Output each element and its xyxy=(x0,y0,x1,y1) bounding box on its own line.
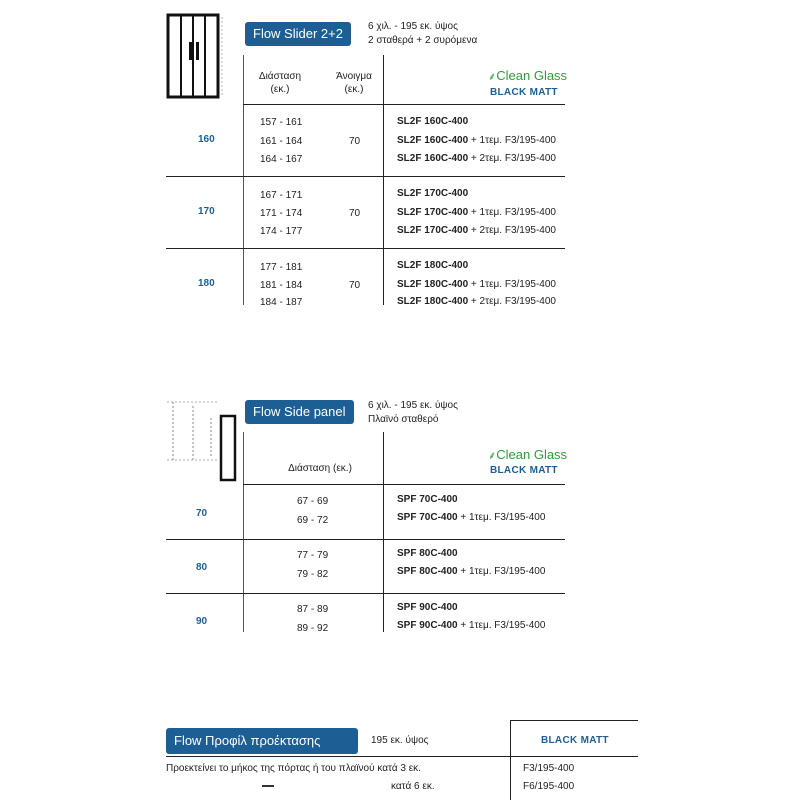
product-code: SL2F 170C-400 + 2τεμ. F3/195-400 xyxy=(397,225,556,236)
dimension-range: 167 - 171 xyxy=(260,190,303,201)
section-title-flow-side-panel: Flow Side panel xyxy=(245,400,354,424)
section-desc-panels: 2 σταθερά + 2 συρόμενα xyxy=(368,35,478,46)
product-code: SL2F 160C-400 + 2τεμ. F3/195-400 xyxy=(397,153,556,164)
dimension-range: 181 - 184 xyxy=(260,280,303,291)
row-label: 170 xyxy=(198,206,215,217)
opening-value: 70 xyxy=(349,136,361,147)
dimension-range: 164 - 167 xyxy=(260,154,303,165)
product-code: SL2F 160C-400 xyxy=(397,116,469,127)
dimension-range: 79 - 82 xyxy=(297,569,329,580)
leaf-icon: ⸙ xyxy=(488,71,497,83)
row-label: 90 xyxy=(196,616,208,627)
dimension-range: 184 - 187 xyxy=(260,297,303,308)
product-code: SL2F 180C-400 xyxy=(397,260,469,271)
divider xyxy=(383,55,384,305)
clean-glass-text: Clean Glass xyxy=(496,68,568,83)
row-label: 160 xyxy=(198,134,215,145)
slider-door-illustration xyxy=(165,12,225,102)
product-code: SL2F 180C-400 + 2τεμ. F3/195-400 xyxy=(397,296,556,307)
header-dimension-label: Διάσταση xyxy=(258,71,302,82)
opening-value: 70 xyxy=(349,208,361,219)
section-title-flow-profile: Flow Προφίλ προέκτασης xyxy=(166,728,358,754)
divider xyxy=(510,720,511,800)
header-opening-label: Άνοιγμα xyxy=(336,71,372,82)
dimension-range: 174 - 177 xyxy=(260,226,303,237)
profile-icon xyxy=(262,785,274,787)
product-code: SL2F 180C-400 + 1τεμ. F3/195-400 xyxy=(397,279,556,290)
side-panel-illustration xyxy=(165,398,245,483)
header-opening xyxy=(322,70,386,96)
section-desc-panel: Πλαϊνό σταθερό xyxy=(368,414,439,425)
product-code: SPF 80C-400 + 1τεμ. F3/195-400 xyxy=(397,566,546,577)
divider xyxy=(243,432,244,632)
dimension-range: 87 - 89 xyxy=(297,604,329,615)
clean-glass-text: Clean Glass xyxy=(496,447,568,462)
product-code: SPF 80C-400 xyxy=(397,548,458,559)
profile-code-f3: F3/195-400 xyxy=(523,763,575,774)
divider xyxy=(243,55,244,305)
product-code: SL2F 160C-400 + 1τεμ. F3/195-400 xyxy=(397,135,556,146)
section-title-flow-slider: Flow Slider 2+2 xyxy=(245,22,351,46)
divider xyxy=(243,104,565,105)
profile-description: Προεκτείνει το μήκος της πόρτας ή του πλαϊνού κατά 3 εκ. xyxy=(166,763,421,774)
row-label: 70 xyxy=(196,508,208,519)
header-dimension xyxy=(245,70,315,96)
divider xyxy=(166,248,565,249)
profile-description-6cm: κατά 6 εκ. xyxy=(391,781,435,792)
divider xyxy=(166,176,565,177)
clean-glass-logo xyxy=(488,68,567,84)
product-code: SL2F 170C-400 xyxy=(397,188,469,199)
clean-glass-logo xyxy=(488,447,567,463)
row-label: 180 xyxy=(198,278,215,289)
dimension-range: 171 - 174 xyxy=(260,208,303,219)
finish-black-matt: BLACK MATT xyxy=(541,735,609,746)
product-code: SPF 70C-400 xyxy=(397,494,458,505)
product-code: SL2F 170C-400 + 1τεμ. F3/195-400 xyxy=(397,207,556,218)
divider xyxy=(166,756,638,757)
section-desc-height: 6 χιλ. - 195 εκ. ύψος xyxy=(368,21,458,32)
divider xyxy=(166,539,565,540)
profile-height: 195 εκ. ύψος xyxy=(371,735,429,746)
row-label: 80 xyxy=(196,562,208,573)
dimension-range: 67 - 69 xyxy=(297,496,329,507)
divider xyxy=(166,593,565,594)
leaf-icon: ⸙ xyxy=(488,450,497,462)
dimension-range: 177 - 181 xyxy=(260,262,303,273)
header-dimension: Διάσταση (εκ.) xyxy=(288,463,352,474)
dimension-range: 69 - 72 xyxy=(297,515,329,526)
divider xyxy=(243,484,565,485)
finish-black-matt: BLACK MATT xyxy=(490,87,558,98)
dimension-range: 157 - 161 xyxy=(260,117,303,128)
section-desc-height: 6 χιλ. - 195 εκ. ύψος xyxy=(368,400,458,411)
finish-black-matt: BLACK MATT xyxy=(490,465,558,476)
divider xyxy=(510,720,638,721)
product-code: SPF 90C-400 + 1τεμ. F3/195-400 xyxy=(397,620,546,631)
dimension-range: 161 - 164 xyxy=(260,136,303,147)
divider xyxy=(383,432,384,632)
product-code: SPF 70C-400 + 1τεμ. F3/195-400 xyxy=(397,512,546,523)
profile-code-f6: F6/195-400 xyxy=(523,781,575,792)
header-dimension-unit: (εκ.) xyxy=(270,84,290,95)
header-opening-unit: (εκ.) xyxy=(344,84,364,95)
opening-value: 70 xyxy=(349,280,361,291)
dimension-range: 77 - 79 xyxy=(297,550,329,561)
dimension-range: 89 - 92 xyxy=(297,623,329,634)
product-code: SPF 90C-400 xyxy=(397,602,458,613)
